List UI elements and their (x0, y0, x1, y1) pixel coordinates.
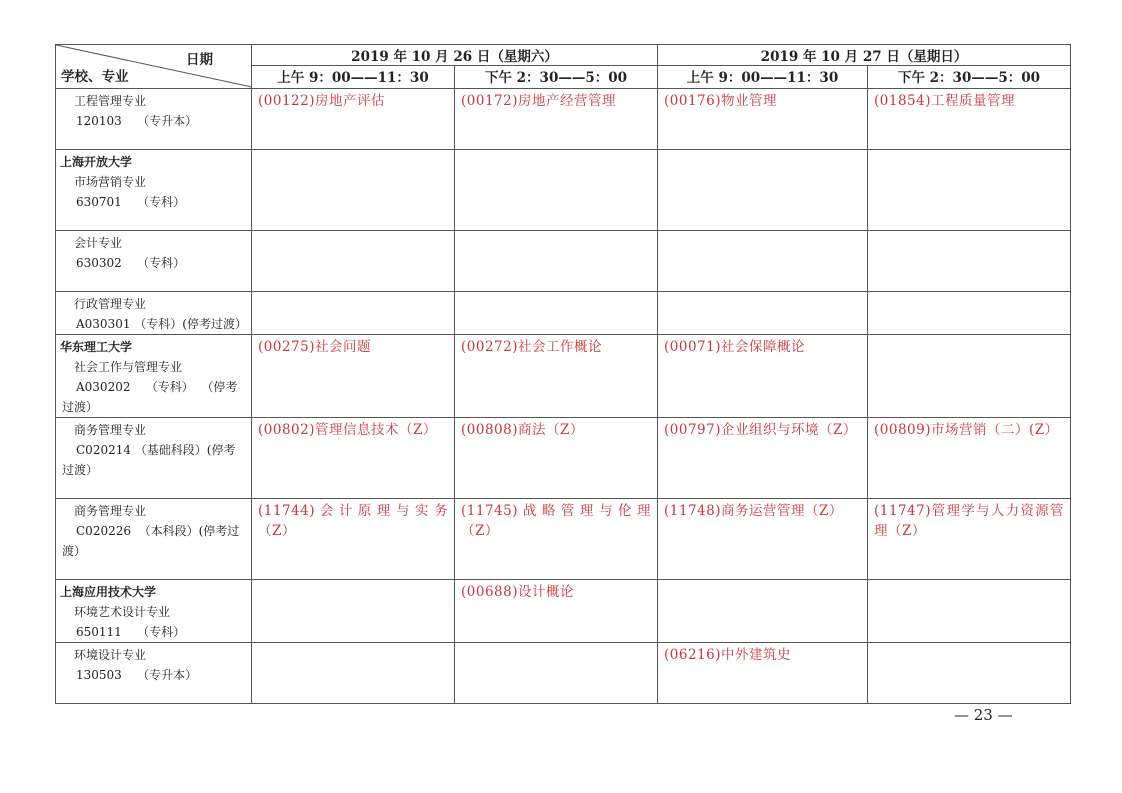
course-cell (455, 643, 658, 704)
major-name: 商务管理专业 (74, 423, 147, 437)
course-cell (455, 150, 658, 231)
major-code: C020214 （基础科段）(停考 (76, 443, 236, 457)
exam-schedule-table (55, 44, 1071, 704)
course-cell (252, 292, 455, 335)
slot-header-1: 上午 9：00——11：30 (252, 66, 455, 89)
major-name: 环境设计专业 (74, 648, 147, 662)
table-row (56, 335, 1071, 418)
course-cell (658, 231, 868, 292)
major-note: 渡） (62, 544, 87, 558)
slot-header-4: 下午 2：30——5：00 (868, 66, 1071, 89)
course-cell: (00071)社会保障概论 (658, 335, 868, 418)
course-cell: (11747)管理学与人力资源管理（Z） (868, 499, 1071, 580)
course-cell (868, 150, 1071, 231)
date-header-1: 2019 年 10 月 26 日（星期六） (252, 45, 658, 66)
course-cell (868, 580, 1071, 643)
slot-header-2: 下午 2：30——5：00 (455, 66, 658, 89)
major-cell (56, 231, 252, 292)
course-cell: (00272)社会工作概论 (455, 335, 658, 418)
major-cell (56, 643, 252, 704)
course-cell: (11744) 会 计 原 理 与 实 务（Z） (252, 499, 455, 580)
course-cell: (11745) 战 略 管 理 与 伦 理（Z） (455, 499, 658, 580)
major-code: 630302 （专科） (76, 256, 186, 270)
table-row (56, 580, 1071, 643)
course-cell (252, 231, 455, 292)
course-cell (252, 580, 455, 643)
major-code: 650111 （专科） (76, 625, 186, 639)
course-cell (658, 292, 868, 335)
major-name: 会计专业 (74, 236, 123, 250)
major-code: A030301 （专科）(停考过渡） (76, 317, 247, 331)
major-cell (56, 580, 252, 643)
major-name: 市场营销专业 (74, 175, 147, 189)
course-cell: (00809)市场营销（二）(Z） (868, 418, 1071, 499)
university-name: 上海应用技术大学 (60, 585, 157, 599)
course-cell (868, 231, 1071, 292)
major-code: A030202 （专科） （停考 (76, 380, 238, 394)
major-cell (56, 89, 252, 150)
header-date-row (56, 45, 1071, 66)
course-cell: (00122)房地产评估 (252, 89, 455, 150)
corner-date-label: 日期 (186, 52, 213, 68)
university-name: 华东理工大学 (60, 340, 133, 354)
course-cell: (00688)设计概论 (455, 580, 658, 643)
major-note: 过渡） (62, 463, 99, 477)
table-row (56, 292, 1071, 335)
major-cell (56, 150, 252, 231)
course-cell: (00808)商法（Z） (455, 418, 658, 499)
table-row (56, 499, 1071, 580)
header-corner-cell (56, 45, 252, 89)
course-cell: (00172)房地产经营管理 (455, 89, 658, 150)
course-cell: (00797)企业组织与环境（Z） (658, 418, 868, 499)
major-note: 过渡） (62, 400, 99, 414)
major-cell (56, 418, 252, 499)
course-cell: (00802)管理信息技术（Z） (252, 418, 455, 499)
major-name: 社会工作与管理专业 (74, 360, 183, 374)
course-cell (868, 335, 1071, 418)
course-cell: (06216)中外建筑史 (658, 643, 868, 704)
major-cell (56, 292, 252, 335)
table-row (56, 231, 1071, 292)
major-name: 工程管理专业 (74, 94, 147, 108)
page-number: — 23 — (954, 706, 1013, 724)
major-code: 130503 （专升本） (76, 668, 198, 682)
course-cell: (11748)商务运营管理（Z） (658, 499, 868, 580)
course-cell (252, 643, 455, 704)
table-row (56, 418, 1071, 499)
table-row (56, 89, 1071, 150)
course-cell (868, 292, 1071, 335)
major-name: 商务管理专业 (74, 504, 147, 518)
course-cell (658, 150, 868, 231)
course-cell: (00176)物业管理 (658, 89, 868, 150)
table-row (56, 643, 1071, 704)
major-cell (56, 335, 252, 418)
major-code: 630701 （专科） (76, 195, 186, 209)
course-cell (658, 580, 868, 643)
course-cell (868, 643, 1071, 704)
date-header-2: 2019 年 10 月 27 日（星期日） (658, 45, 1071, 66)
corner-school-label: 学校、专业 (61, 69, 129, 85)
major-code: C020226 （本科段）(停考过 (76, 524, 240, 538)
major-name: 行政管理专业 (74, 297, 147, 311)
major-cell (56, 499, 252, 580)
course-cell (455, 231, 658, 292)
slot-header-3: 上午 9：00——11：30 (658, 66, 868, 89)
course-cell: (00275)社会问题 (252, 335, 455, 418)
major-code: 120103 （专升本） (76, 114, 198, 128)
course-cell (252, 150, 455, 231)
table-row (56, 150, 1071, 231)
course-cell: (01854)工程质量管理 (868, 89, 1071, 150)
major-name: 环境艺术设计专业 (74, 605, 171, 619)
course-cell (455, 292, 658, 335)
university-name: 上海开放大学 (60, 155, 133, 169)
